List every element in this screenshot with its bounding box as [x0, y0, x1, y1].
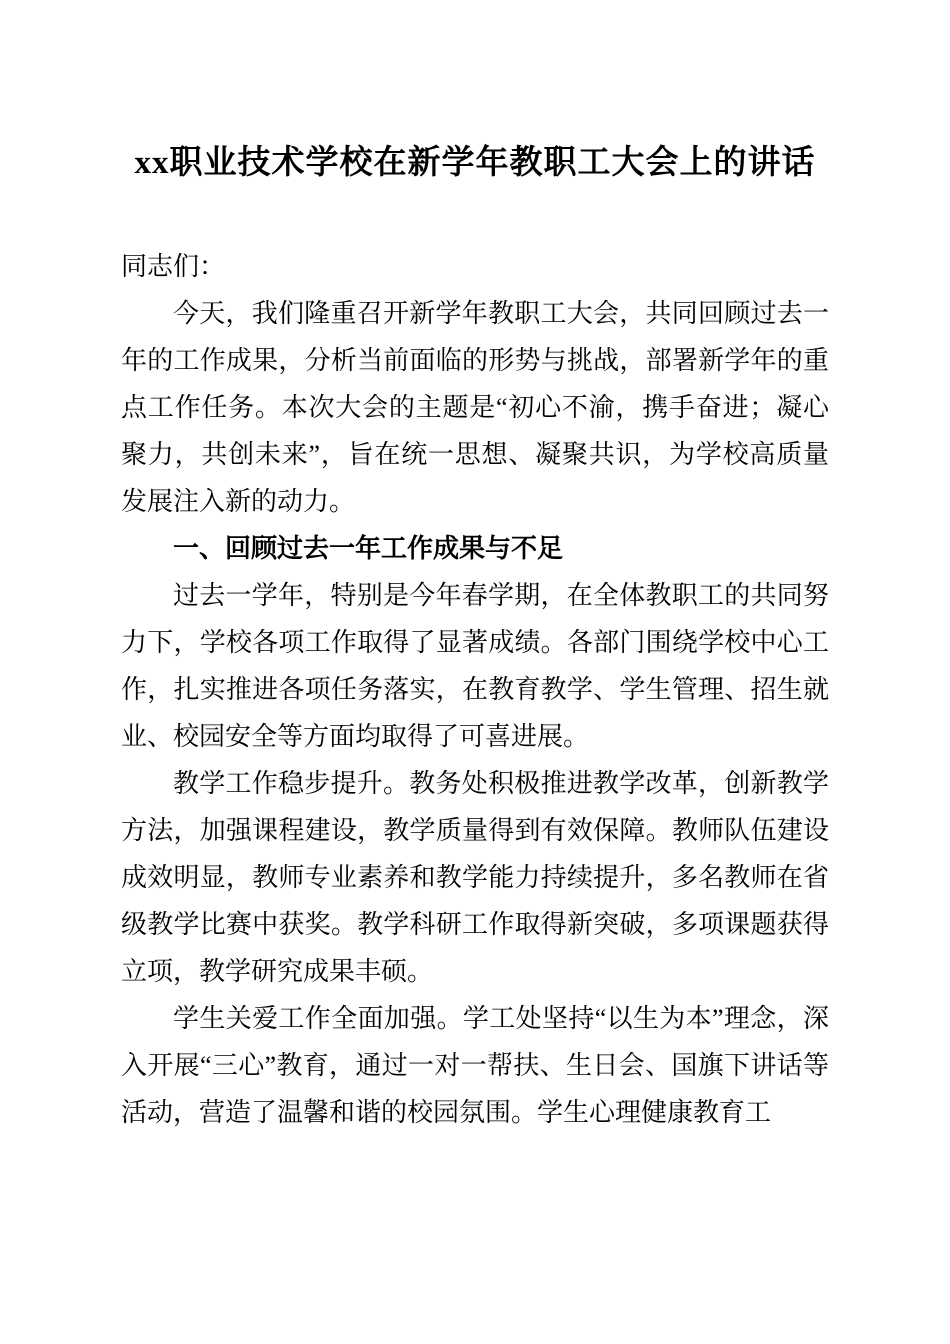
- paragraph-3: 学生关爱工作全面加强。学工处坚持“以生为本”理念，深入开展“三心”教育，通过一对一帮扶、生日会、国旗下讲话等活动，营造了温馨和谐的校园氛围。学生心理健康教育工: [121, 1004, 829, 1128]
- paragraph-1: 过去一学年，特别是今年春学期，在全体教职工的共同努力下，学校各项工作取得了显著成绩。各部门围绕学校中心工作，扎实推进各项任务落实，在教育教学、学生管理、招生就业、校园安全等方面均取得了可喜进展。: [121, 581, 829, 752]
- document-title: xx职业技术学校在新学年教职工大会上的讲话: [134, 145, 816, 181]
- salutation: 同志们：: [121, 252, 226, 282]
- paragraph-intro: 今天，我们隆重召开新学年教职工大会，共同回顾过去一年的工作成果，分析当前面临的形势与挑战，部署新学年的重点工作任务。本次大会的主题是“初心不渝，携手奋进；凝心聚力，共创未来”，旨在统一思想、凝聚共识，为学校高质量发展注入新的动力。: [121, 299, 829, 517]
- paragraph-2: 教学工作稳步提升。教务处积极推进教学改革，创新教学方法，加强课程建设，教学质量得到有效保障。教师队伍建设成效明显，教师专业素养和教学能力持续提升，多名教师在省级教学比赛中获奖。教学科研工作取得新突破，多项课题获得立项，教学研究成果丰硕。: [121, 769, 829, 987]
- section-heading-1: 一、回顾过去一年工作成果与不足: [173, 533, 564, 564]
